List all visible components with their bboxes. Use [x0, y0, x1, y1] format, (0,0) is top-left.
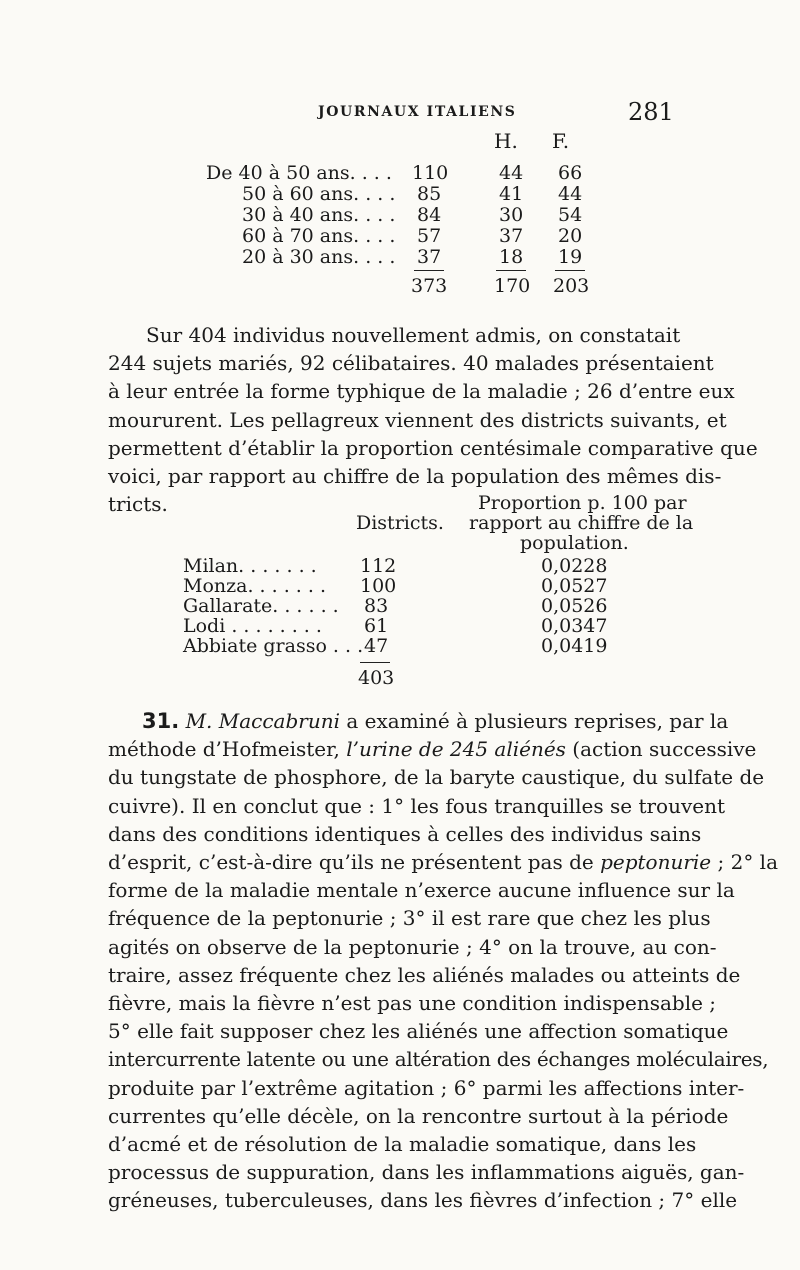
text-line: traire, assez fréquente chez les aliénés malades ou atteints de: [108, 962, 741, 987]
text-line: d’acmé et de résolution de la maladie somatique, dans les: [108, 1132, 697, 1157]
age-row-total: 85: [417, 183, 442, 205]
district-name: Monza. . . . . . .: [183, 575, 326, 597]
col-header-proportion: population.: [520, 532, 629, 554]
text-line: permettent d’établir la proportion centésimale comparative que: [108, 435, 758, 460]
text-line: 5° elle fait supposer chez les aliénés une affection somatique: [108, 1019, 729, 1044]
text-line: du tungstate de phosphore, de la baryte caustique, du sulfate de: [108, 765, 765, 790]
text-line: cuivre). Il en conclut que : 1° les fous tranquilles se trouvent: [108, 793, 726, 818]
age-row-f: 20: [558, 225, 583, 247]
text-line: fièvre, mais la fièvre n’est pas une condition indispensable ;: [108, 991, 717, 1016]
age-row-total: 84: [417, 204, 442, 226]
text-line: intercurrente latente ou une altération des échanges moléculaires,: [108, 1047, 769, 1072]
district-proportion: 0,0228: [541, 555, 608, 577]
paragraph-pellagra: [108, 321, 758, 518]
text-line: [108, 735, 757, 763]
text-line: Sur 404 individus nouvellement admis, on constatait: [146, 323, 681, 347]
age-row-label: 50 à 60 ans. . . .: [242, 183, 396, 205]
district-proportion: 0,0419: [541, 635, 608, 657]
age-row-f: 19: [558, 246, 583, 268]
running-header: JOURNAUX ITALIENS: [318, 104, 517, 120]
age-row-total: 37: [417, 246, 442, 268]
text-line: dans des conditions identiques à celles des individus sains: [108, 821, 702, 846]
section-31: [108, 707, 778, 1215]
text-line: fréquence de la peptonurie ; 3° il est rare que chez les plus: [108, 906, 711, 931]
district-count: 47: [364, 635, 389, 657]
text-line: processus de suppuration, dans les inflammations aiguës, gan-: [108, 1160, 745, 1185]
district-count: 61: [364, 615, 389, 637]
age-total: 373: [411, 275, 448, 297]
district-name: Gallarate. . . . . .: [183, 595, 339, 617]
age-row-f: 66: [558, 162, 583, 184]
age-row-f: 44: [558, 183, 583, 205]
sum-rule: [360, 662, 390, 663]
text-line: agités on observe de la peptonurie ; 4° on la trouve, au con-: [108, 934, 717, 959]
text-line: [108, 707, 729, 735]
text-span-italic: l’urine de 245 aliénés: [346, 737, 566, 762]
age-row-h: 37: [499, 225, 524, 247]
district-count: 100: [360, 575, 397, 597]
text-span: méthode d’Hofmeister,: [108, 737, 347, 762]
text-line: 244 sujets mariés, 92 célibataires. 40 malades présentaient: [108, 351, 714, 376]
author-name: M. Maccabruni: [185, 709, 341, 733]
sum-rule: [414, 270, 444, 271]
text-line: produite par l’extrême agitation ; 6° parmi les affections inter-: [108, 1075, 745, 1100]
age-total-h: 170: [494, 275, 531, 297]
text-line: voici, par rapport au chiffre de la population des mêmes dis-: [108, 464, 722, 489]
age-row-f: 54: [558, 204, 583, 226]
col-header-f: F.: [552, 129, 570, 153]
age-row-label: 20 à 30 ans. . . .: [242, 246, 396, 268]
district-proportion: 0,0526: [541, 595, 608, 617]
age-row-total: 110: [412, 162, 449, 184]
col-header-h: H.: [494, 129, 518, 153]
text-line: gréneuses, tuberculeuses, dans les fièvres d’infection ; 7° elle: [108, 1188, 738, 1213]
age-row-h: 18: [499, 246, 524, 268]
district-name: Abbiate grasso . . .: [183, 635, 364, 657]
text-line: forme de la maladie mentale n’exerce aucune influence sur la: [108, 878, 735, 903]
age-row-h: 30: [499, 204, 524, 226]
page-number: 281: [628, 98, 674, 126]
text-span-italic: peptonurie: [600, 850, 712, 875]
col-header-proportion: rapport au chiffre de la: [469, 512, 694, 534]
text-line: à leur entrée la forme typhique de la maladie ; 26 d’entre eux: [108, 379, 735, 404]
district-count: 112: [360, 555, 397, 577]
district-count: 83: [364, 595, 389, 617]
age-row-h: 44: [499, 162, 524, 184]
section-number: 31.: [142, 709, 180, 733]
age-row-h: 41: [499, 183, 524, 205]
age-row-label: De 40 à 50 ans. . . .: [206, 162, 392, 184]
district-total: 403: [358, 667, 395, 689]
age-row-label: 60 à 70 ans. . . .: [242, 225, 396, 247]
district-name: Milan. . . . . . .: [183, 555, 317, 577]
text-span: ; 2° la: [711, 850, 778, 875]
col-header-districts: Districts.: [356, 512, 444, 534]
age-total-f: 203: [553, 275, 590, 297]
text-span: (action successive: [565, 737, 757, 762]
text-line: currentes qu’elle décèle, on la rencontre surtout à la période: [108, 1103, 729, 1128]
age-row-label: 30 à 40 ans. . . .: [242, 204, 396, 226]
col-header-proportion: Proportion p. 100 par: [478, 492, 687, 514]
text-span: a examiné à plusieurs reprises, par la: [340, 709, 729, 733]
text-span: d’esprit, c’est-à-dire qu’ils ne présentent pas de: [108, 850, 601, 875]
district-name: Lodi . . . . . . . .: [183, 615, 322, 637]
text-line: moururent. Les pellagreux viennent des districts suivants, et: [108, 407, 727, 432]
sum-rule: [496, 270, 526, 271]
age-row-total: 57: [417, 225, 442, 247]
district-proportion: 0,0347: [541, 615, 608, 637]
text-line: tricts.: [108, 492, 168, 517]
text-line: [108, 848, 778, 876]
district-proportion: 0,0527: [541, 575, 608, 597]
sum-rule: [555, 270, 585, 271]
